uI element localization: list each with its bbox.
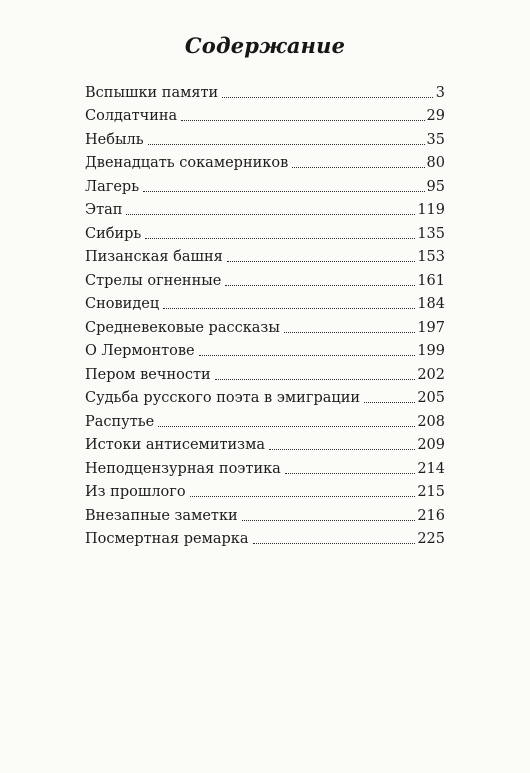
dot-leader — [126, 214, 415, 215]
toc-entry-title: Судьба русского поэта в эмиграции — [85, 390, 361, 406]
toc-entry-page: 216 — [417, 507, 445, 524]
toc-entry-title: Солдатчина — [85, 108, 178, 124]
dot-leader — [227, 261, 416, 262]
toc-entry-page: 208 — [417, 413, 445, 430]
toc-entry-title: Посмертная ремарка — [85, 531, 249, 547]
toc-entry-title: Истоки антисемитизма — [85, 437, 266, 453]
toc-entry-page: 3 — [435, 84, 445, 101]
toc-entry-page: 135 — [417, 225, 445, 242]
toc-entry-title: Двенадцать сокамерников — [85, 155, 289, 171]
toc-entry — [85, 384, 445, 408]
toc-entry — [85, 478, 445, 502]
dot-leader — [143, 191, 424, 192]
toc-entry-page: 225 — [417, 531, 445, 547]
toc-entry — [85, 196, 445, 220]
toc-entry-title: Распутье — [85, 413, 155, 430]
toc-entry — [85, 501, 445, 525]
toc-entry-title: Из прошлого — [85, 484, 186, 500]
dot-leader — [145, 238, 415, 239]
toc-entry — [85, 525, 445, 549]
toc-entry — [85, 125, 445, 149]
toc-entry-page: 161 — [417, 272, 445, 289]
dot-leader — [215, 379, 416, 380]
toc-entry — [85, 431, 445, 455]
toc-entry-page: 29 — [426, 108, 445, 124]
toc-entry — [85, 313, 445, 337]
toc-entry-page: 35 — [426, 131, 445, 148]
toc-entry-page: 153 — [417, 249, 445, 265]
dot-leader — [199, 355, 416, 356]
toc-entry-title: Пером вечности — [85, 366, 211, 383]
dot-leader — [148, 144, 425, 145]
toc-entry — [85, 290, 445, 314]
toc-entry — [85, 360, 445, 384]
toc-entry-page: 197 — [417, 319, 445, 336]
toc-entry-title: Вспышки памяти — [85, 84, 219, 101]
dot-leader — [181, 120, 424, 121]
toc-entry — [85, 78, 445, 102]
toc-entry-title: Лагерь — [85, 178, 140, 195]
toc-entry — [85, 337, 445, 361]
dot-leader — [163, 308, 415, 309]
toc-entry-title: Внезапные заметки — [85, 507, 238, 524]
toc-entry — [85, 266, 445, 290]
toc-entry-title: Стрелы огненные — [85, 272, 222, 289]
toc-entry-title: О Лермонтове — [85, 343, 195, 359]
toc-entry-page: 95 — [426, 178, 445, 195]
dot-leader — [225, 285, 415, 286]
toc-entry-page: 119 — [417, 202, 445, 218]
toc-entry-page: 205 — [417, 390, 445, 406]
dot-leader — [292, 167, 424, 168]
dot-leader — [242, 520, 416, 521]
dot-leader — [190, 496, 416, 497]
dot-leader — [253, 543, 416, 544]
toc-entry-page: 214 — [417, 460, 445, 477]
toc-entry-title: Этап — [85, 202, 123, 218]
toc-entry-title: Средневековые рассказы — [85, 319, 280, 336]
dot-leader — [285, 473, 415, 474]
page-title: Содержание — [184, 33, 346, 58]
toc-entry — [85, 102, 445, 126]
toc-entry-page: 184 — [417, 296, 445, 312]
toc-entry-title: Сибирь — [85, 225, 142, 242]
toc-entry — [85, 454, 445, 478]
toc-entry — [85, 219, 445, 243]
toc-entry-title: Сновидец — [85, 296, 160, 312]
dot-leader — [158, 426, 415, 427]
toc-entry — [85, 172, 445, 196]
toc-entry-title: Неподцензурная поэтика — [85, 460, 281, 477]
toc-entry-page: 80 — [426, 155, 445, 171]
dot-leader — [364, 402, 415, 403]
toc-entry-title: Небыль — [85, 131, 144, 148]
toc-entry-page: 209 — [417, 437, 445, 453]
toc-entry-title: Пизанская башня — [85, 249, 223, 265]
dot-leader — [222, 97, 433, 98]
dot-leader — [269, 449, 415, 450]
toc-entry — [85, 243, 445, 267]
toc-entry — [85, 149, 445, 173]
table-of-contents — [85, 78, 445, 548]
toc-entry-page: 215 — [417, 484, 445, 500]
toc-entry-page: 202 — [417, 366, 445, 383]
toc-entry — [85, 407, 445, 431]
toc-entry-page: 199 — [417, 343, 445, 359]
dot-leader — [284, 332, 415, 333]
